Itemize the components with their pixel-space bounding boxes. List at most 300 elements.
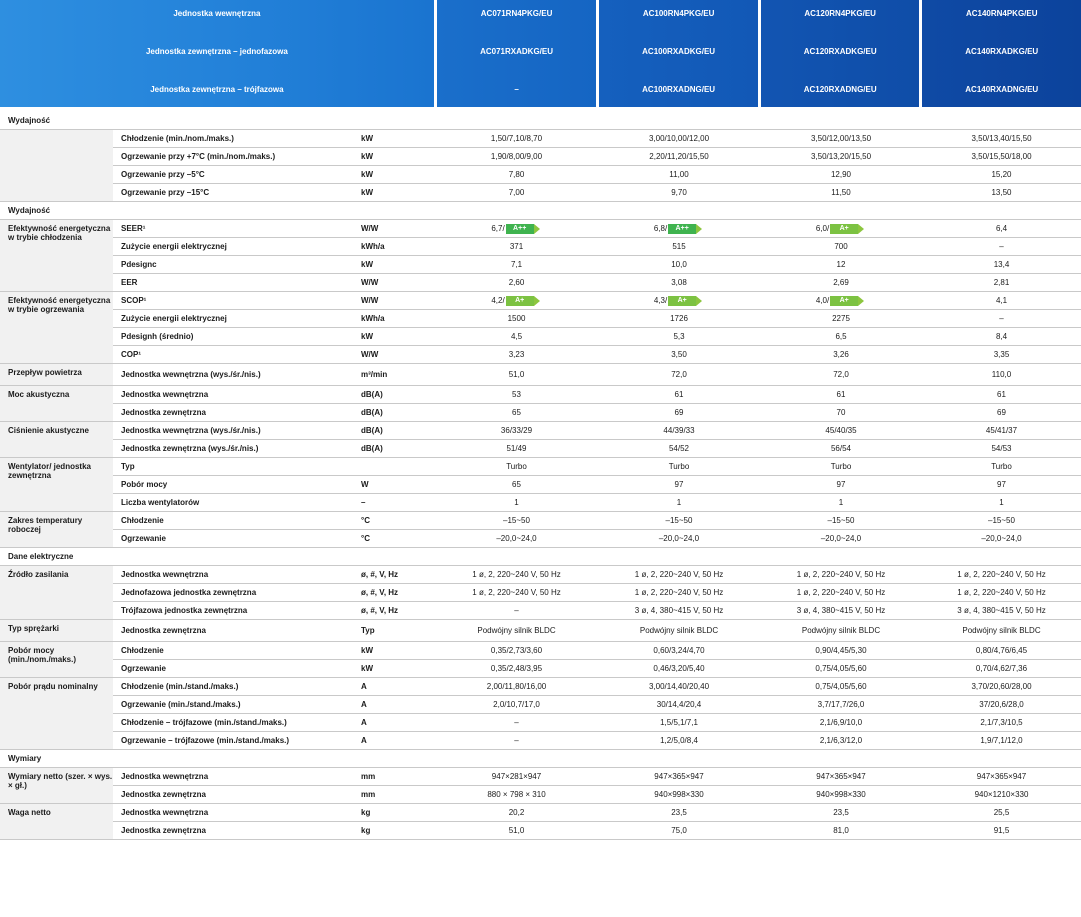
value-cell [922,292,1081,310]
value-cell [922,530,1081,548]
parameter-label: Chłodzenie [113,512,353,530]
row-category: Wymiary netto (szer. × wys. × gł.) [0,768,113,804]
value-cell [598,804,760,822]
table-row [0,364,1081,386]
value-cell [760,238,922,256]
value-text: 23,5 [833,808,849,817]
table-row [0,256,1081,274]
value-text: 1 ø, 2, 220~240 V, 50 Hz [472,570,561,579]
value-cell [922,386,1081,404]
unit-label: dB(A) [353,386,435,404]
value-text: 110,0 [991,370,1012,379]
value-text: 2,1/7,3/10,5 [980,718,1023,727]
header-label-outdoor-three-phase: Jednostka zewnętrzna – trójfazowa [150,85,284,94]
value-text: –15~50 [988,516,1015,525]
value-text: – [999,314,1004,323]
table-row [0,458,1081,476]
value-text: 1 ø, 2, 220~240 V, 50 Hz [472,588,561,597]
value-text: Podwójny silnik BLDC [801,626,881,635]
value-cell [435,256,598,274]
parameter-label: Jednostka wewnętrzna [113,804,353,822]
value-text: 25,5 [993,808,1010,817]
parameter-label: Pobór mocy [113,476,353,494]
value-cell [598,422,760,440]
value-cell [435,238,598,256]
table-row [0,292,1081,310]
value-text: 51,0 [508,826,525,835]
value-cell [760,404,922,422]
value-cell [598,768,760,786]
badge-arrow-icon [534,224,540,234]
value-text: 3,00/14,40/20,40 [648,682,710,691]
value-cell [760,220,922,238]
value-text: 91,5 [993,826,1010,835]
parameter-label: Chłodzenie (min./stand./maks.) [113,678,353,696]
unit-label: A [353,714,435,732]
value-cell [598,476,760,494]
section-title: Wymiary [0,750,1081,768]
unit-label: W [353,476,435,494]
value-text: 11,00 [669,170,689,179]
row-category: Pobór mocy (min./nom./maks.) [0,642,113,678]
value-text: 15,20 [991,170,1012,179]
value-cell [922,786,1081,804]
value-cell [598,274,760,292]
value-cell [760,328,922,346]
value-text: – [514,606,519,615]
value-cell [922,732,1081,750]
value-cell [922,346,1081,364]
model-indoor: AC100RN4PKG/EU [642,9,715,18]
parameter-label: Chłodzenie (min./nom./maks.) [113,130,353,148]
value-cell [435,732,598,750]
table-row [0,620,1081,642]
value-cell [922,660,1081,678]
value-text: 51/49 [506,444,527,453]
row-category: Efektywność energetyczna w trybie ogrzewania [0,292,113,364]
table-row [0,184,1081,202]
value-text: 23,5 [671,808,687,817]
parameter-label: Zużycie energii elektrycznej [113,238,353,256]
value-text: 2,20/11,20/15,50 [649,152,709,161]
value-text: 947×365×947 [976,772,1027,781]
parameter-label: Ogrzewanie przy –5°C [113,166,353,184]
value-text: 75,0 [671,826,687,835]
value-text: 1 [676,498,682,507]
value-text: 97 [674,480,684,489]
value-text: 1,9/7,1/12,0 [980,736,1023,745]
unit-label: kW [353,642,435,660]
value-text: 947×365×947 [654,772,704,781]
value-cell [598,620,760,642]
energy-class-badge [830,224,866,234]
energy-class-label: A++ [506,224,534,234]
value-cell [598,512,760,530]
value-cell [760,732,922,750]
value-text: 371 [509,242,524,251]
value-text: 0,75/4,05/5,60 [815,664,867,673]
value-text: 2,00/11,80/16,00 [486,682,547,691]
value-text: 4,5 [510,332,523,341]
badge-arrow-icon [696,296,702,306]
value-cell [435,714,598,732]
value-text: –20,0~24,0 [820,534,862,543]
value-cell [760,346,922,364]
value-cell [435,642,598,660]
value-cell [598,530,760,548]
value-cell [922,238,1081,256]
unit-label: kW [353,660,435,678]
value-text: 13,4 [993,260,1010,269]
value-cell [435,768,598,786]
value-cell [598,584,760,602]
section-row [0,202,1081,220]
value-text: 45/41/37 [985,426,1018,435]
value-cell [922,328,1081,346]
value-text: 72,0 [671,370,687,379]
value-cell [435,530,598,548]
unit-label: A [353,732,435,750]
value-cell [435,512,598,530]
value-text: 12,90 [830,170,852,179]
model-outdoor-three: AC120RXADNG/EU [803,85,877,94]
value-cell [760,166,922,184]
value-cell [598,328,760,346]
value-cell [435,786,598,804]
parameter-label: SEER¹ [113,220,353,238]
value-text: 0,80/4,76/6,45 [975,646,1028,655]
value-cell [922,440,1081,458]
spec-table [0,112,1081,840]
value-cell [760,530,922,548]
value-text: 2,60 [508,278,525,287]
value-text: 72,0 [833,370,849,379]
value-cell [760,274,922,292]
value-text: 97 [836,480,846,489]
parameter-label: Trójfazowa jednostka zewnętrzna [113,602,353,620]
parameter-label: Ogrzewanie – trójfazowe (min./stand./maks.) [113,732,353,750]
value-cell [760,642,922,660]
value-cell [922,512,1081,530]
model-outdoor-single: AC100RXADKG/EU [642,47,716,56]
table-row [0,148,1081,166]
value-cell [435,346,598,364]
model-outdoor-three: – [514,85,519,94]
value-text: 65 [512,408,521,417]
value-cell [760,184,922,202]
parameter-label: Zużycie energii elektrycznej [113,310,353,328]
header-model-column [437,0,597,107]
energy-class-badge [506,224,542,234]
energy-class-label: A+ [830,296,858,306]
value-text: Turbo [830,462,852,471]
value-text: 5,3 [673,332,685,341]
value-text: 7,00 [508,188,525,197]
value-cell [922,822,1081,840]
parameter-label: Jednostka wewnętrzna [113,768,353,786]
model-indoor: AC071RN4PKG/EU [480,9,553,18]
value-text: 880 × 798 × 310 [487,790,546,799]
unit-label: kWh/a [353,310,435,328]
unit-label: °C [353,530,435,548]
value-cell [922,476,1081,494]
table-row [0,476,1081,494]
parameter-label: Liczba wentylatorów [113,494,353,512]
value-cell [435,678,598,696]
value-cell [760,512,922,530]
parameter-label: Jednostka wewnętrzna [113,566,353,584]
header-model-column [599,0,758,107]
parameter-label: Jednostka zewnętrzna [113,404,353,422]
value-cell [922,458,1081,476]
parameter-label: Jednostka wewnętrzna (wys./śr./nis.) [113,422,353,440]
value-cell [598,256,760,274]
value-text: 1 ø, 2, 220~240 V, 50 Hz [796,570,886,579]
badge-arrow-icon [696,224,702,234]
value-text: 3,23 [508,350,525,359]
value-cell [435,130,598,148]
row-category: Typ sprężarki [0,620,113,642]
value-text: 1 [999,498,1004,507]
value-text: 1 [514,498,519,507]
value-text: 3,26 [833,350,849,359]
value-text: 54/53 [991,444,1012,453]
table-row [0,642,1081,660]
value-text: 947×365×947 [816,772,866,781]
value-cell [760,714,922,732]
table-row [0,238,1081,256]
value-text: 1726 [670,314,688,323]
table-row [0,822,1081,840]
row-category: Zakres temperatury roboczej [0,512,113,548]
header-model-column [761,0,920,107]
value-text: 2,69 [833,278,849,287]
value-text: 3,50/13,40/15,50 [971,134,1032,143]
value-cell [435,804,598,822]
table-row [0,346,1081,364]
value-text: 1500 [507,314,526,323]
unit-label: dB(A) [353,404,435,422]
unit-label: ø, #, V, Hz [353,584,435,602]
value-cell [435,476,598,494]
value-cell [760,804,922,822]
value-text: Podwójny silnik BLDC [962,626,1041,635]
model-indoor: AC140RN4PKG/EU [965,9,1038,18]
value-text: 0,70/4,62/7,36 [975,664,1028,673]
unit-label: Typ [353,620,435,642]
parameter-label: Ogrzewanie [113,530,353,548]
value-cell [598,786,760,804]
value-cell [922,696,1081,714]
value-cell [435,494,598,512]
value-text: 3,08 [671,278,687,287]
energy-class-label: A++ [668,224,696,234]
value-text: 1 [838,498,844,507]
value-text: 6,7/ [491,223,505,233]
value-text: 700 [834,242,848,251]
value-text: 1,2/5,0/8,4 [660,736,698,745]
value-cell [922,768,1081,786]
unit-label: W/W [353,346,435,364]
value-cell [760,130,922,148]
row-category [0,130,113,202]
row-category: Moc akustyczna [0,386,113,422]
parameter-label: Ogrzewanie przy +7°C (min./nom./maks.) [113,148,353,166]
value-cell [598,696,760,714]
table-row [0,732,1081,750]
value-text: 1 ø, 2, 220~240 V, 50 Hz [957,588,1046,597]
table-row [0,274,1081,292]
unit-label: kg [353,822,435,840]
value-text: 1,5/5,1/7,1 [660,718,698,727]
value-text: 6,4 [995,224,1008,233]
value-text: 45/40/35 [825,426,857,435]
value-text: 0,75/4,05/5,60 [815,682,867,691]
value-cell [598,130,760,148]
value-cell [760,148,922,166]
value-cell [598,678,760,696]
value-cell [922,256,1081,274]
parameter-label: Jednostka zewnętrzna [113,786,353,804]
value-text: 10,0 [671,260,687,269]
row-category: Efektywność energetyczna w trybie chłodzenia [0,220,113,292]
value-cell [760,660,922,678]
value-cell [598,220,760,238]
value-text: 1 ø, 2, 220~240 V, 50 Hz [634,588,724,597]
value-text: 940×998×330 [816,790,866,799]
value-text: 51,0 [508,370,525,379]
table-row [0,220,1081,238]
value-text: 70 [836,408,846,417]
unit-label: kg [353,804,435,822]
unit-label: mm [353,786,435,804]
section-title: Wydajność [0,112,1081,130]
parameter-label: SCOP¹ [113,292,353,310]
value-text: 3 ø, 4, 380~415 V, 50 Hz [634,606,724,615]
table-row [0,696,1081,714]
value-text: 20,2 [508,808,525,817]
table-row [0,566,1081,584]
row-category: Przepływ powietrza [0,364,113,386]
value-text: 3,35 [993,350,1010,359]
value-cell [435,566,598,584]
value-text: 3,00/10,00/12,00 [648,134,710,143]
table-row [0,512,1081,530]
value-cell [760,494,922,512]
value-cell [760,584,922,602]
value-cell [922,184,1081,202]
unit-label: W/W [353,274,435,292]
energy-class-label: A+ [506,296,534,306]
value-cell [598,566,760,584]
value-cell [435,184,598,202]
parameter-label: Chłodzenie [113,642,353,660]
unit-label: mm [353,768,435,786]
row-category: Pobór prądu nominalny [0,678,113,750]
value-cell [922,148,1081,166]
model-outdoor-three: AC140RXADNG/EU [965,85,1039,94]
value-cell [598,440,760,458]
value-text: 2,0/10,7/17,0 [493,700,540,709]
value-text: 1 ø, 2, 220~240 V, 50 Hz [634,570,724,579]
value-cell [598,714,760,732]
parameter-label: Ogrzewanie przy –15°C [113,184,353,202]
value-text: 69 [674,408,684,417]
value-text: – [514,718,519,727]
unit-label: kW [353,148,435,166]
value-cell [760,602,922,620]
table-header [0,0,1081,107]
value-text: Turbo [668,462,690,471]
unit-label: A [353,696,435,714]
unit-label: A [353,678,435,696]
unit-label: kW [353,256,435,274]
value-cell [435,404,598,422]
value-text: Turbo [506,462,527,471]
value-text: 1 ø, 2, 220~240 V, 50 Hz [957,570,1046,579]
value-cell [760,696,922,714]
value-text: –20,0~24,0 [496,534,537,543]
value-cell [598,292,760,310]
value-cell [598,732,760,750]
table-row [0,714,1081,732]
value-text: 8,4 [995,332,1008,341]
unit-label: dB(A) [353,440,435,458]
table-row [0,584,1081,602]
value-cell [435,364,598,386]
value-cell [435,292,598,310]
value-cell [922,130,1081,148]
value-text: 53 [512,390,521,399]
value-cell [760,364,922,386]
value-text: 0,60/3,24/4,70 [653,646,705,655]
value-text: 3,70/20,60/28,00 [971,682,1032,691]
value-cell [760,476,922,494]
value-cell [435,584,598,602]
table-row [0,660,1081,678]
unit-label: m³/min [353,364,435,386]
value-cell [435,696,598,714]
value-cell [435,274,598,292]
row-category: Źródło zasilania [0,566,113,620]
unit-label: – [353,494,435,512]
section-row [0,548,1081,566]
value-cell [598,822,760,840]
value-cell [760,386,922,404]
model-outdoor-single: AC140RXADKG/EU [965,47,1039,56]
value-cell [760,310,922,328]
value-text: –15~50 [827,516,855,525]
value-text: – [514,736,519,745]
value-cell [922,566,1081,584]
unit-label: dB(A) [353,422,435,440]
value-cell [922,404,1081,422]
unit-label: kWh/a [353,238,435,256]
value-text: 0,35/2,73/3,60 [490,646,543,655]
unit-label [353,458,435,476]
badge-arrow-icon [534,296,540,306]
value-cell [760,620,922,642]
unit-label: W/W [353,220,435,238]
value-text: 61 [836,390,846,399]
parameter-label: Jednostka zewnętrzna [113,822,353,840]
value-text: 515 [672,242,686,251]
section-row [0,750,1081,768]
energy-class-badge [668,296,704,306]
header-labels-column [0,0,434,107]
value-cell [435,660,598,678]
value-text: 6,0/ [815,223,830,233]
